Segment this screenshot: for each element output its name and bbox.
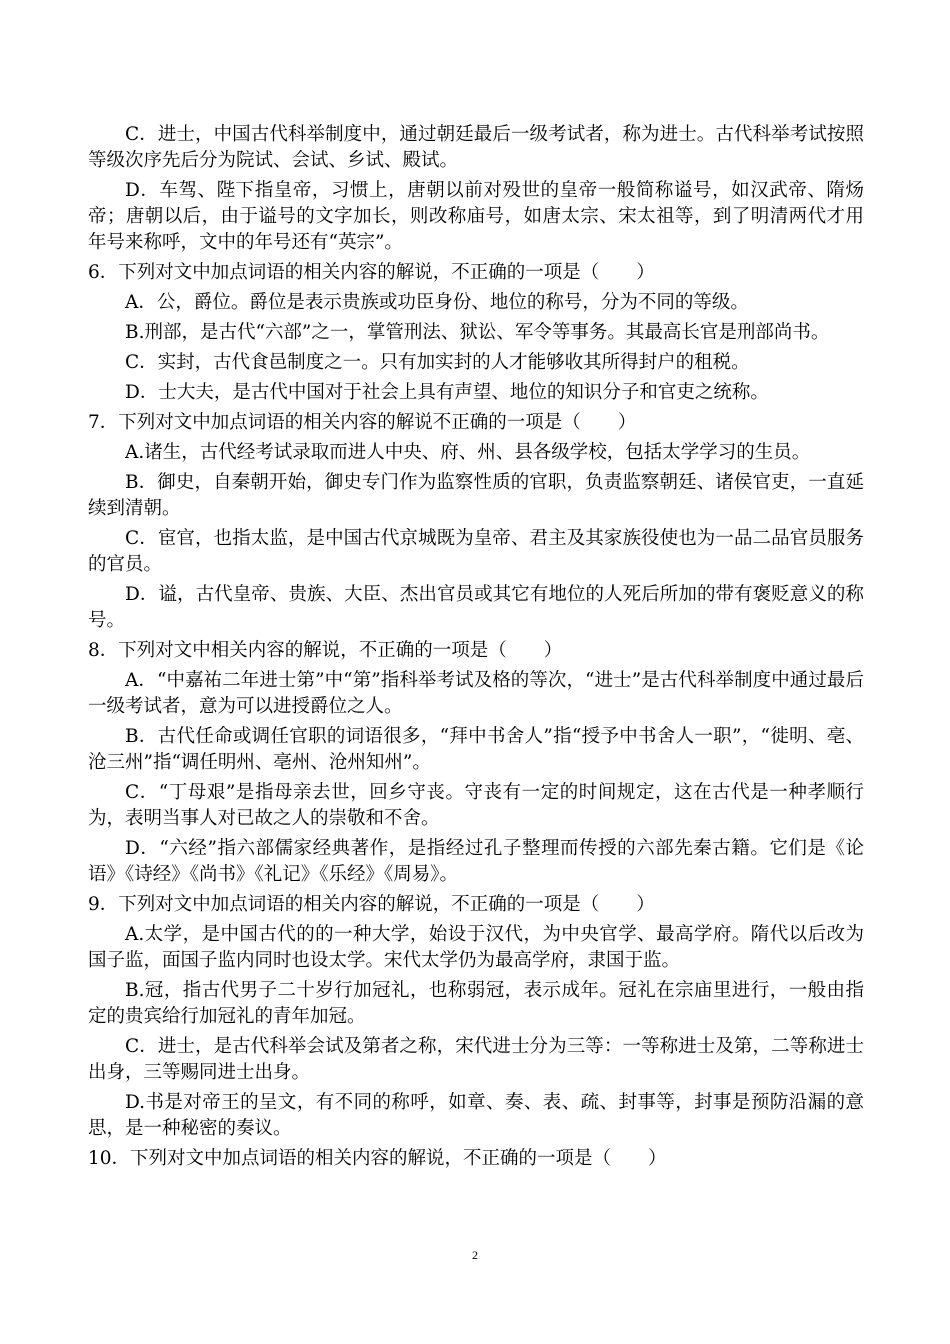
answer-option: B．御史，自秦朝开始，御史专门作为监察性质的官职，负责监察朝廷、诸侯官吏，一直延续到清朝。 (88, 472, 864, 519)
answer-option: D.书是对帝王的呈文，有不同的称呼，如章、奏、表、疏、封事等，封事是预防沿漏的意思，是一种秘密的奏议。 (88, 1092, 864, 1139)
document-body (88, 122, 864, 1176)
answer-option: A.诸生，古代经考试录取而进人中央、府、州、县各级学校，包括太学学习的生员。 (125, 442, 811, 463)
answer-option: C．宦官，也指太监，是中国古代京城既为皇帝、君主及其家族役使也为一品二品官员服务的官员。 (88, 528, 864, 575)
answer-option: A.太学，是中国古代的的一种大学，始设于汉代，为中央官学、最高学府。隋代以后改为国子监，面国子监内同时也设太学。宋代太学仍为最高学府，隶国于监。 (88, 924, 864, 971)
question-stem: 9．下列对文中加点词语的相关内容的解说，不正确的一项是（ ） (88, 894, 655, 915)
answer-option: D．谥，古代皇帝、贵族、大臣、杰出官员或其它有地位的人死后所加的带有褒贬意义的称号。 (88, 584, 864, 631)
answer-option: C．进士，是古代科举会试及第者之称，宋代进士分为三等：一等称进士及第，二等称进士出身，三等赐同进士出身。 (88, 1036, 864, 1083)
answer-option: D．士大夫，是古代中国对于社会上具有声望、地位的知识分子和官吏之统称。 (125, 382, 769, 403)
answer-option: B.刑部，是古代“六部”之一，掌管刑法、狱讼、军令等事务。其最高长官是刑部尚书。 (125, 322, 830, 343)
answer-option: A．公，爵位。爵位是表示贵族或功臣身份、地位的称号，分为不同的等级。 (125, 292, 749, 313)
page-number: 2 (472, 1248, 478, 1262)
answer-option: B．古代任命或调任官职的词语很多，“拜中书舍人”指“授予中书舍人一职”，“徙明、亳、沧三州”指“调任明州、亳州、沧州知州”。 (88, 726, 864, 773)
answer-option: D．“六经”指六部儒家经典著作，是指经过孔子整理而传授的六部先秦古籍。它们是《论语》《诗经》《尚书》《礼记》《乐经》《周易》。 (88, 838, 864, 885)
answer-option: B.冠，指古代男子二十岁行加冠礼，也称弱冠，表示成年。冠礼在宗庙里进行，一般由指定的贵宾给行加冠礼的青年加冠。 (88, 980, 864, 1027)
answer-option: A．“中嘉祐二年进士第”中“第”指科举考试及格的等次，“进士”是古代科举制度中通过最后一级考试者，意为可以进授爵位之人。 (88, 670, 864, 717)
answer-option: D．车驾、陛下指皇帝，习惯上，唐朝以前对殁世的皇帝一般简称谥号，如汉武帝、隋炀帝；唐朝以后，由于谥号的文字加长，则改称庙号，如唐太宗、宋太祖等，到了明清两代才用年号来称呼，文中的年号还有“英宗”。 (88, 180, 864, 253)
answer-option: C．“丁母艰”是指母亲去世，回乡守丧。守丧有一定的时间规定，这在古代是一种孝顺行为，表明当事人对已故之人的崇敬和不舍。 (88, 782, 864, 829)
question-stem: 10．下列对文中加点词语的相关内容的解说，不正确的一项是（ ） (88, 1148, 667, 1169)
question-stem: 8．下列对文中相关内容的解说，不正确的一项是（ ） (88, 640, 563, 661)
question-stem: 6．下列对文中加点词语的相关内容的解说，不正确的一项是（ ） (88, 262, 655, 283)
answer-option: C．进士，中国古代科举制度中，通过朝廷最后一级考试者，称为进士。古代科举考试按照等级次序先后分为院试、会试、乡试、殿试。 (88, 124, 864, 171)
answer-option: C．实封，古代食邑制度之一。只有加实封的人才能够收其所得封户的租税。 (125, 352, 750, 373)
question-stem: 7．下列对文中加点词语的相关内容的解说不正确的一项是（ ） (88, 412, 637, 433)
